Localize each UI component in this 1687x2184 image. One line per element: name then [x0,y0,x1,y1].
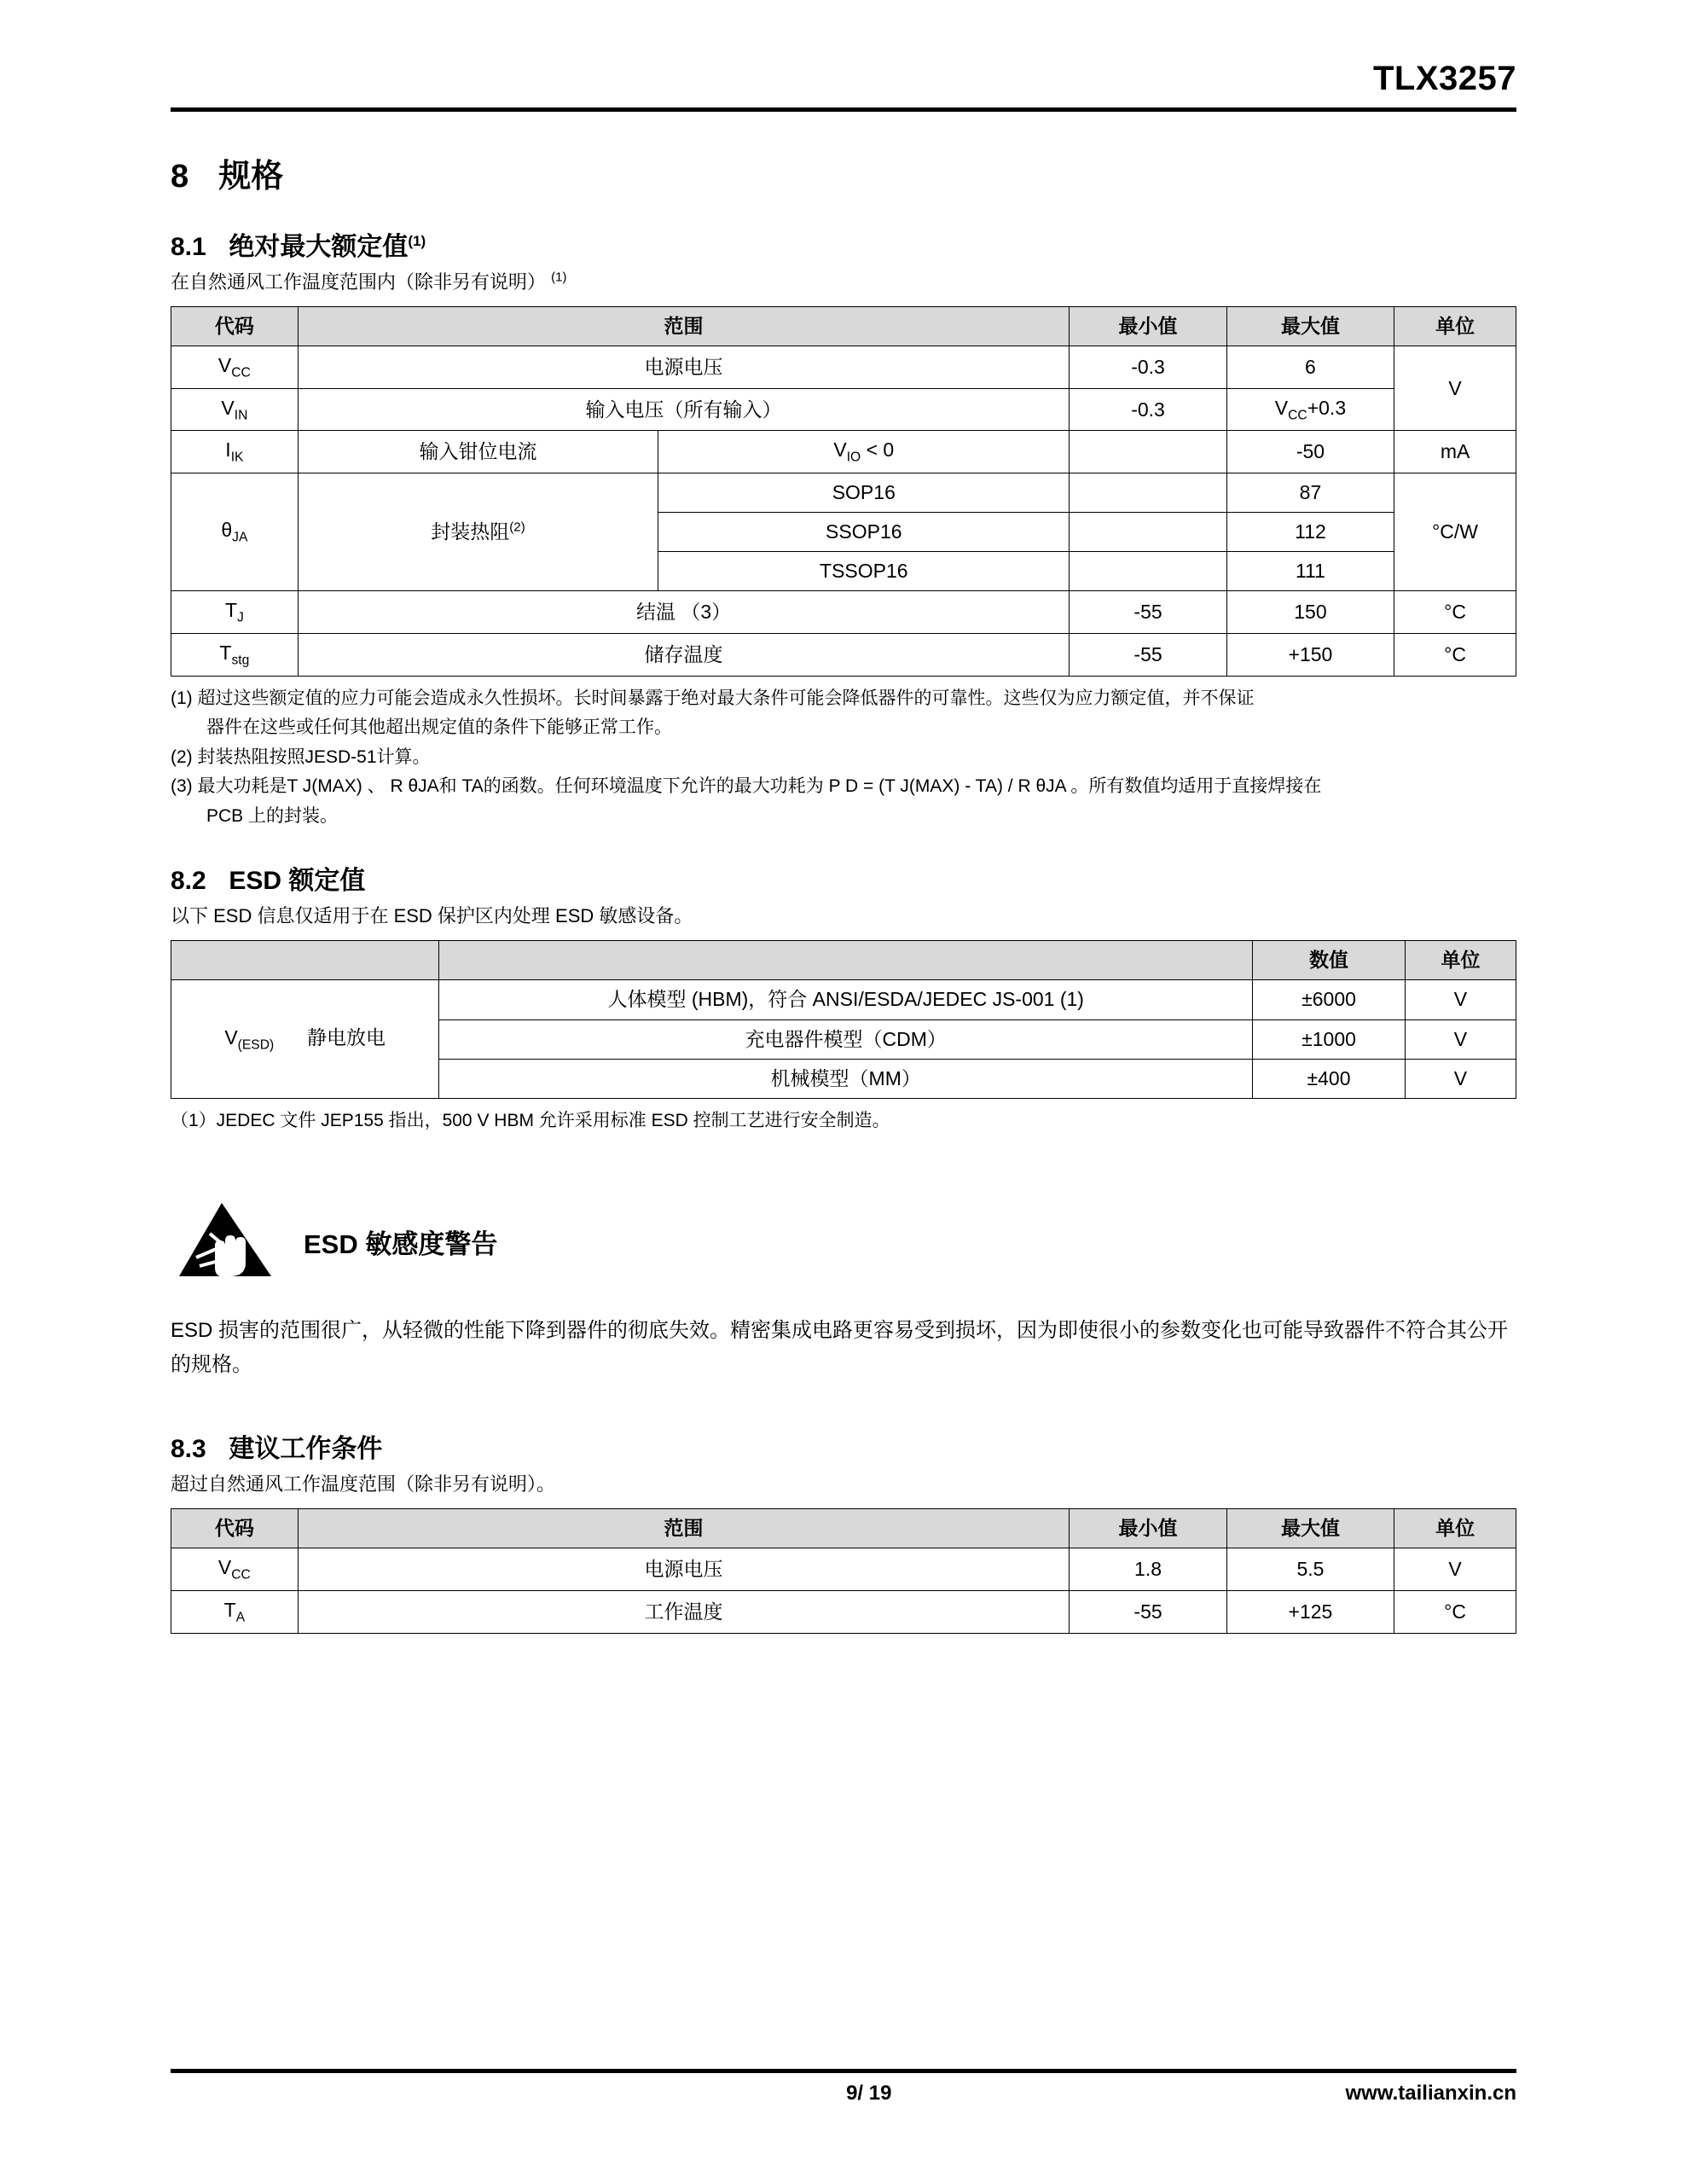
footnote-3a: (3) 最大功耗是T J(MAX) 、 R θJA和 TA的函数。任何环境温度下允许的最大功耗为 P D = (T J(MAX) - TA) / R θJA 。所有数值均适用于直接焊接在 [171,776,1322,797]
code-sub: IK [230,450,244,466]
cell-max: -50 [1226,431,1394,473]
code-main: T [223,1599,236,1622]
cell-min: -55 [1070,1591,1226,1634]
code-sub: CC [231,365,251,380]
footnote-3b: PCB 上的封装。 [206,805,339,826]
page-header [171,0,1516,112]
max-rest: +0.3 [1307,396,1347,419]
esd-warning-block [171,1194,1516,1288]
col-code: 代码 [171,1509,299,1548]
col-unit: 单位 [1394,307,1516,346]
col-max: 最大值 [1226,307,1394,346]
cell-desc: 工作温度 [298,1591,1070,1634]
cell-min [1070,513,1226,552]
code-main: V [217,354,232,377]
cell-max: 111 [1226,552,1394,591]
section-8-number: 8 [171,159,189,195]
cell-min [1070,552,1226,591]
cell-unit: V [1405,980,1516,1019]
cell-model: 人体模型 (HBM)，符合 ANSI/ESDA/JEDEC JS-001 (1) [439,980,1253,1019]
table-row [171,388,1516,431]
table-header-row [171,307,1516,346]
cell-unit: °C [1394,1591,1516,1634]
cond-main: V [833,439,847,462]
section-81-title: 绝对最大额定值 [229,233,409,261]
table-row [171,473,1516,513]
header-divider [171,107,1516,112]
col-range: 范围 [298,307,1070,346]
esd-warning-paragraph: ESD 损害的范围很广，从轻微的性能下降到器件的彻底失效。精密集成电路更容易受到损坏，因为即使很小的参数变化也可能导致器件不符合其公开的规格。 [171,1319,1509,1376]
footer-website[interactable]: www.tailianxin.cn [1345,2082,1516,2105]
cell-cond: TSSOP16 [658,552,1070,591]
cell-desc: 结温 （3） [298,591,1070,634]
cell-esd-code [171,980,439,1098]
cell-desc: 电源电压 [298,346,1070,389]
code-main: θ [221,519,233,542]
footnote-esd-1: （1）JEDEC 文件 JEP155 指出，500 V HBM 允许采用标准 ESD 控制工艺进行安全制造。 [171,1110,890,1130]
esd-code-main: V [224,1025,238,1048]
cell-max: 6 [1226,346,1394,389]
cell-code [171,634,299,677]
cell-model: 机械模型（MM） [439,1059,1253,1098]
cell-value: ±1000 [1253,1019,1406,1059]
section-82-lead: 以下 ESD 信息仅适用于在 ESD 保护区内处理 ESD 敏感设备。 [171,905,693,927]
code-sub: CC [231,1568,251,1583]
cell-cond [658,431,1070,473]
cond-rest: < 0 [861,439,895,462]
cell-code [171,473,299,591]
code-sub: IN [234,408,248,423]
desc-text: 封装热阻 [431,520,510,543]
cell-desc: 电源电压 [298,1548,1070,1591]
code-main: V [221,396,235,419]
cell-unit: °C/W [1394,473,1516,591]
cell-code [171,591,299,634]
cell-unit: V [1405,1059,1516,1098]
col-unit: 单位 [1405,941,1516,980]
section-82-heading [171,859,1516,897]
cell-desc [298,473,658,591]
cell-code [171,346,299,389]
cell-value: ±400 [1253,1059,1406,1098]
section-82-number: 8.2 [171,867,206,896]
table-header-row [171,941,1516,980]
page-number: 9/ 19 [846,2082,892,2105]
section-83-number: 8.3 [171,1435,206,1464]
cell-max: +125 [1226,1591,1394,1634]
section-81-footnotes [171,685,1516,831]
code-sub: stg [231,653,250,668]
code-main: I [225,439,231,462]
desc-sup: (2) [509,520,525,535]
code-sub: A [235,1610,246,1625]
cell-code [171,1548,299,1591]
col-max: 最大值 [1226,1509,1394,1548]
col-min: 最小值 [1070,1509,1226,1548]
table-row [171,591,1516,634]
cell-min: 1.8 [1070,1548,1226,1591]
cell-unit: °C [1394,591,1516,634]
col-unit: 单位 [1394,1509,1516,1548]
table-row [171,634,1516,677]
esd-warning-title: ESD 敏感度警告 [304,1228,498,1259]
cell-max [1226,388,1394,431]
table-row [171,980,1516,1019]
section-81-lead [171,268,1516,296]
esd-code-sub: (ESD) [237,1037,275,1053]
table-row [171,1548,1516,1591]
col-min: 最小值 [1070,307,1226,346]
section-81-lead-text: 在自然通风工作温度范围内（除非另有说明） [171,271,547,293]
page-footer [171,2069,1516,2106]
col-range: 范围 [298,1509,1070,1548]
cell-unit: V [1394,1548,1516,1591]
cell-unit: mA [1394,431,1516,473]
section-81-lead-sup: (1) [551,270,567,285]
cell-cond: SSOP16 [658,513,1070,552]
cell-cond: SOP16 [658,473,1070,513]
cell-min [1070,473,1226,513]
col-blank-2 [439,941,1253,980]
section-83-title: 建议工作条件 [229,1435,383,1464]
cell-min [1070,431,1226,473]
cell-desc: 储存温度 [298,634,1070,677]
esd-hand-warning-icon [171,1194,281,1288]
recommended-operating-conditions-table [171,1508,1516,1633]
section-82-title: ESD 额定值 [229,867,366,896]
cell-code [171,388,299,431]
section-83-lead: 超过自然通风工作温度范围（除非另有说明）。 [171,1473,556,1496]
absolute-maximum-ratings-table [171,306,1516,677]
cell-model: 充电器件模型（CDM） [439,1019,1253,1059]
cond-sub: IO [846,450,861,466]
footnote-2: (2) 封装热阻按照JESD-51计算。 [171,746,431,767]
col-blank-1 [171,941,439,980]
cell-unit: V [1394,346,1516,431]
cell-unit: V [1405,1019,1516,1059]
max-main: V [1274,396,1289,419]
cell-value: ±6000 [1253,980,1406,1019]
code-main: T [219,642,232,664]
section-83-heading [171,1427,1516,1465]
max-sub: CC [1288,408,1307,423]
cell-desc: 输入电压（所有输入） [298,388,1070,431]
cell-desc: 输入钳位电流 [298,431,658,473]
cell-max: 112 [1226,513,1394,552]
section-82-footnotes [171,1107,1516,1136]
esd-ratings-table [171,940,1516,1098]
esd-code-label: 静电放电 [306,1025,386,1048]
table-row [171,346,1516,389]
cell-code [171,431,299,473]
section-81-heading [171,225,1516,263]
cell-code [171,1591,299,1634]
table-row [171,1591,1516,1634]
footer-divider [171,2069,1516,2073]
col-code: 代码 [171,307,299,346]
col-value: 数值 [1253,941,1406,980]
section-8-title: 规格 [218,159,284,195]
section-81-number: 8.1 [171,233,206,261]
cell-max: 5.5 [1226,1548,1394,1591]
cell-min: -0.3 [1070,388,1226,431]
cell-min: -55 [1070,591,1226,634]
cell-min: -0.3 [1070,346,1226,389]
code-main: T [224,599,237,622]
cell-unit: °C [1394,634,1516,677]
table-row [171,431,1516,473]
table-header-row [171,1509,1516,1548]
code-sub: JA [232,530,248,545]
footnote-1b: 器件在这些或任何其他超出规定值的条件下能够正常工作。 [206,717,672,738]
footnote-1a: (1) 超过这些额定值的应力可能会造成永久性损坏。长时间暴露于绝对最大条件可能会降低器件的可靠性。这些仅为应力额定值，并不保证 [171,688,1255,708]
code-main: V [217,1556,232,1579]
section-81-title-sup: (1) [408,233,426,249]
section-8-heading [171,149,1516,196]
cell-min: -55 [1070,634,1226,677]
cell-max: +150 [1226,634,1394,677]
cell-max: 150 [1226,591,1394,634]
cell-max: 87 [1226,473,1394,513]
code-sub: J [237,610,244,625]
part-number-title: TLX3257 [1372,60,1516,97]
